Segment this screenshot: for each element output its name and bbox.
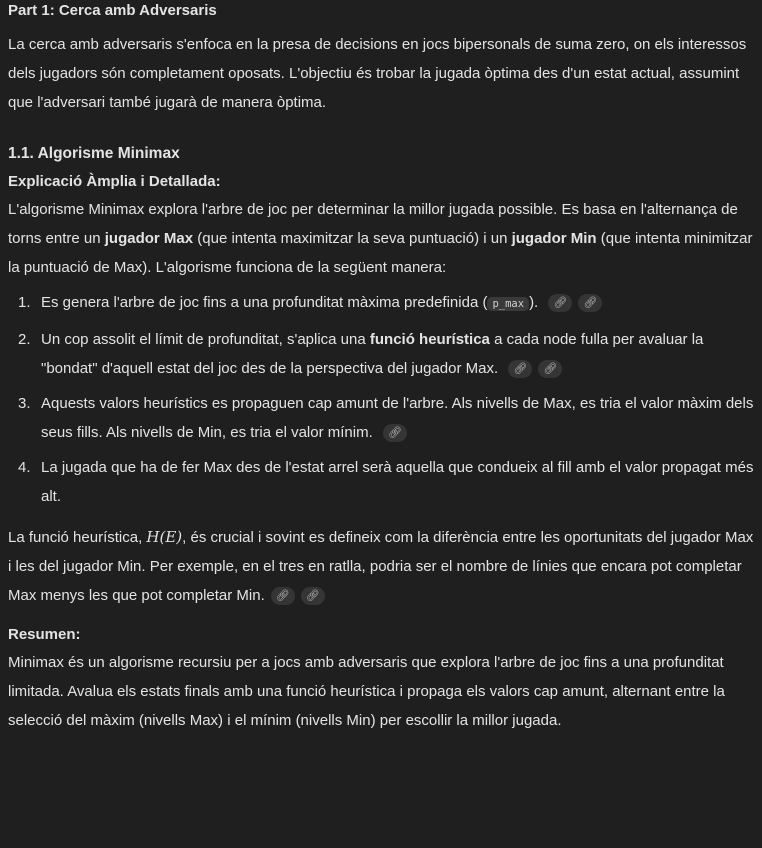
list-item: 3. Aquests valors heurístics es propaguen cap amunt de l'arbre. Als nivells de Max, es tria el valor màxim dels seus fills. Als nivells de Min, es tria el valor mínim. 🔗︎ [18,395,754,441]
list-item: 2. Un cop assolit el límit de profunditat, s'aplica una funció heurística a cada node fulla per avaluar la "bondat" d'aquell estat del joc des de la perspectiva del jugador Max. 🔗︎ 🔗︎ [18,331,704,377]
math-h-e: H(E) [146,528,183,546]
link-icon[interactable]: 🔗︎ [548,294,572,312]
heuristic-paragraph: La funció heurística, H(E), és crucial i sovint es defineix com la diferència entre les oportunitats del jugador Max i les del jugador Min. Per exemple, en el tres en ratlla, podria ser el nombre de línies que encara pot completar Max menys les que pot completar Min. 🔗︎ 🔗︎ [8,528,754,604]
link-icon[interactable]: 🔗︎ [301,587,325,605]
link-icon[interactable]: 🔗︎ [578,294,602,312]
section-title: 1.1. Algorisme Minimax [8,145,180,162]
code-pmax: p_max [487,297,529,311]
explanation-heading: Explicació Àmplia i Detallada: [8,173,221,190]
link-icon[interactable]: 🔗︎ [271,587,295,605]
intro-paragraph: La cerca amb adversaris s'enfoca en la presa de decisions en jocs bipersonals de suma zero, on els interessos dels jugadors són completament oposats. L'objectiu és trobar la jugada òptima des d'un estat actual, assumint que l'adversari també jugarà de manera òptima. [8,36,747,111]
link-icon[interactable]: 🔗︎ [508,360,532,378]
steps-list [8,288,754,511]
part-title: Part 1: Cerca amb Adversaris [8,2,217,19]
summary-paragraph: Minimax és un algorisme recursiu per a jocs amb adversaris que explora l'arbre de joc fins a una profunditat limitada. Avalua els estats finals amb una funció heurística i propaga els valors cap amunt, alternant entre la selecció del màxim (nivells Max) i el mínim (nivells Min) per escollir la millor jugada. [8,654,725,729]
summary-heading: Resumen: [8,626,81,643]
explanation-paragraph: L'algorisme Minimax explora l'arbre de joc per determinar la millor jugada possible. Es basa en l'alternança de torns entre un jugador Max (que intenta maximitzar la seva puntuació) i un jugador Min (que intenta minimitzar la puntuació de Max). L'algorisme funciona de la següent manera: [8,201,753,276]
link-icon[interactable]: 🔗︎ [383,424,407,442]
list-item: 1. Es genera l'arbre de joc fins a una profunditat màxima predefinida ( p_max ). 🔗︎ 🔗︎ [8,288,754,319]
link-icon[interactable]: 🔗︎ [538,360,562,378]
list-item: 4. La jugada que ha de fer Max des de l'estat arrel serà aquella que condueix al fill amb el valor propagat més alt. [18,459,754,505]
